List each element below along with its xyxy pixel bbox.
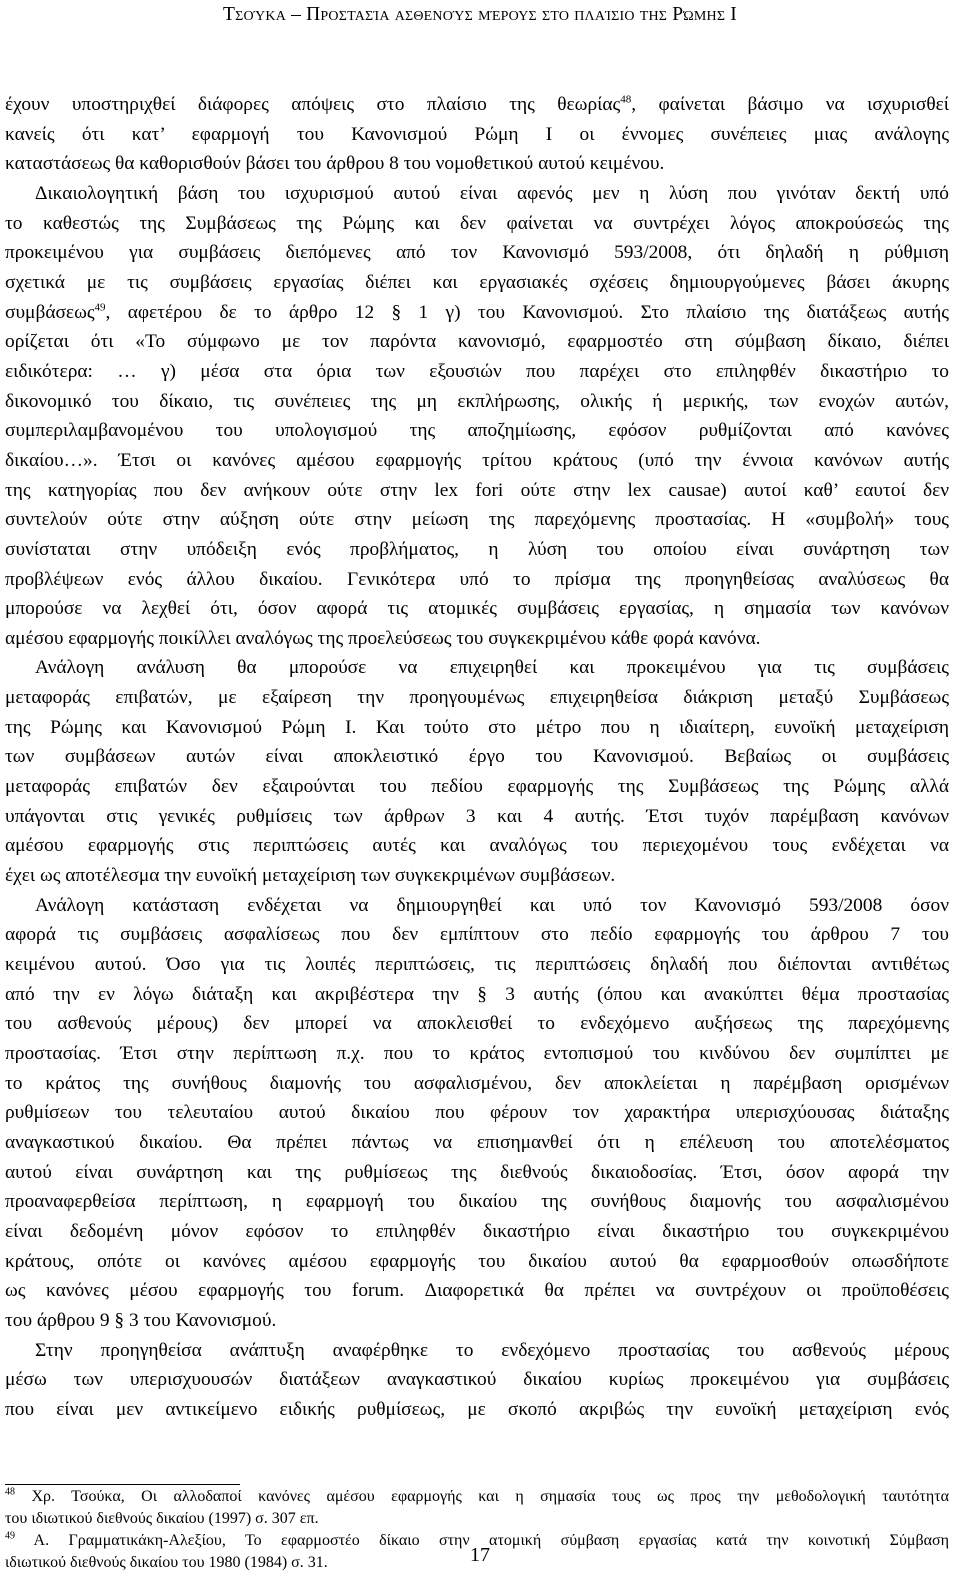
text-line — [5, 1365, 949, 1395]
footnote-number: 49 — [5, 1530, 15, 1542]
text-line — [5, 1187, 949, 1217]
line-text: το κράτος της συνήθους διαμονής του ασφαλισμένου, δεν αποκλείεται η παρέμβαση ορισμένων — [5, 1072, 949, 1094]
text-line — [5, 1009, 949, 1039]
line-text: υπάγονται στις γενικές ρυθμίσεις των άρθρων 3 και 4 αυτής. Έτσι τυχόν παρέμβαση κανόνων — [5, 805, 949, 827]
text-line — [5, 980, 949, 1010]
text-line — [5, 268, 949, 298]
text-line — [5, 950, 949, 980]
footnote-ref[interactable]: 48 — [620, 93, 632, 106]
text-line — [5, 772, 949, 802]
line-text: της Ρώμης και Κανονισμού Ρώμη Ι. Και τούτο στο μέτρο που η ιδιαίτερη, ευνοϊκή μεταχείριση — [5, 716, 949, 738]
line-text: προστασίας. Έτσι στην περίπτωση π.χ. που το κράτος εντοπισμού του κινδύνου δεν συμπίπτει με — [5, 1043, 949, 1064]
line-text: Ανάλογη κατάσταση ενδέχεται να δημιουργηθεί και υπό τον Κανονισμό 593/2008 όσον — [35, 894, 949, 916]
line-text: αναγκαστικού δικαίου. Θα πρέπει πάντως να επισημανθεί ότι η επέλευση του αποτελέσματος — [5, 1131, 949, 1153]
text-line — [5, 1217, 949, 1247]
text-line — [5, 831, 949, 861]
text-line — [5, 1306, 949, 1336]
footnote-line — [5, 1508, 949, 1530]
text-line — [5, 742, 949, 772]
text-line — [5, 1336, 949, 1366]
text-line — [5, 802, 949, 832]
line-text: συμβάσεως — [5, 301, 95, 323]
line-text: κράτους, οπότε οι κανόνες αμέσου εφαρμογής του δικαίου αυτού θα εφαρμοσθούν οπωσδήποτε — [5, 1250, 949, 1272]
text-line — [5, 327, 949, 357]
line-text: αμέσου εφαρμογής στις περιπτώσεις αυτές και αναλόγως του περιεχομένου τους ενδέχεται να — [5, 835, 949, 857]
text-line — [5, 446, 949, 476]
text-line — [5, 476, 949, 506]
text-line — [5, 209, 949, 239]
text-line — [5, 861, 949, 891]
line-text: σχετικά με τις συμβάσεις εργασίας διέπει και εργασιακές σχέσεις δημιουργούμενες βάσει άκυρης — [5, 271, 949, 293]
footnote-text: ιδιωτικού διεθνούς δικαίου του 1980 (1984) σ. 31. — [5, 1554, 328, 1571]
line-text: ειδικότερα: … γ) μέσα στα όρια των εξουσιών που παρέχει στο επιληφθέν δικαστήριο το — [5, 360, 949, 382]
text-line — [5, 120, 949, 150]
line-text: προκειμένου για συμβάσεις διεπόμενες από τον Κανονισμό 593/2008, ότι δηλαδή η ρύθμιση — [5, 242, 949, 264]
text-line — [5, 683, 949, 713]
line-text: δικαίου…». Έτσι οι κανόνες αμέσου εφαρμογής τρίτου κράτους (υπό την έννοια κανόνων αυτής — [5, 449, 949, 471]
line-text: έχουν υποστηριχθεί διάφορες απόψεις στο πλαίσιο της θεωρίας — [5, 94, 621, 115]
line-text: κανείς ότι κατ’ εφαρμογή του Κανονισμού Ρώμη Ι οι έννομες συνέπειες μιας ανάλογης — [5, 123, 949, 145]
line-text: καταστάσεως θα καθορισθούν βάσει του άρθρου 8 του νομοθετικού αυτού κειμένου. — [5, 153, 665, 175]
line-text: κειμένου αυτού. Όσο για τις λοιπές περιπτώσεις, τις περιπτώσεις δηλαδή που διέπονται αντιθέτως — [5, 954, 949, 976]
text-line — [5, 653, 949, 683]
line-text: της κατηγορίας που δεν ανήκουν ούτε στην lex fori ούτε στην lex causae) αυτοί καθ’ εαυτοί δεν — [5, 479, 949, 501]
text-line — [5, 1158, 949, 1188]
line-text: που είναι μεν αντικείμενο ειδικής ρυθμίσεως, με σκοπό ακριβώς την ευνοϊκή μεταχείριση ενός — [5, 1398, 949, 1420]
line-text: είναι δεδομένη μόνον εφόσον το επιληφθέν δικαστήριο είναι δικαστήριο του συγκεκριμένου — [5, 1220, 949, 1242]
line-text: συντελούν ούτε στην αύξηση ούτε στην μείωση της παρεχόμενης προστασίας. Η «συμβολή» τους — [5, 509, 949, 531]
line-text: προβλέψεων ενός άλλου δικαίου. Γενικότερα υπό το πρίσμα της προηγηθείσας αναλύσεως θα — [5, 568, 949, 590]
line-text: των συμβάσεων αυτών είναι αποκλειστικό έργο του Κανονισμού. Βεβαίως οι συμβάσεις — [5, 746, 949, 768]
line-text-continued: , αφετέρου δε το άρθρο 12 § 1 γ) του Κανονισμού. Στο πλαίσιο της διατάξεως αυτής — [105, 301, 949, 323]
footnote-line — [5, 1486, 949, 1508]
line-text: αυτού είναι συνάρτηση και της ρυθμίσεως της διεθνούς δικαιοδοσίας. Έτσι, όσον αφορά την — [5, 1161, 949, 1183]
line-text: Δικαιολογητική βάση του ισχυρισμού αυτού είναι αφενός μεν η λύση που γινόταν δεκτή υπό — [35, 182, 949, 204]
text-line — [5, 416, 949, 446]
line-text: Στην προηγηθείσα ανάπτυξη αναφέρθηκε το ενδεχόμενο προστασίας του ασθενούς μέρους — [35, 1339, 949, 1361]
text-line — [5, 1069, 949, 1099]
text-line — [5, 535, 949, 565]
text-line — [5, 1247, 949, 1277]
line-text: το καθεστώς της Συμβάσεως της Ρώμης και δεν φαίνεται να συντρέχει λόγος αποκρούσεώς της — [5, 212, 949, 234]
line-text: συμπεριλαμβανομένου του υπολογισμού της αποζημίωσης, εφόσον ρυθμίζονται από κανόνες — [5, 420, 949, 442]
text-line — [5, 149, 949, 179]
text-line — [5, 1039, 949, 1069]
line-text: μέσω των υπερισχυουσών διατάξεων αναγκαστικού δικαίου κυρίως προκειμένου για συμβάσεις — [5, 1369, 949, 1391]
line-text: μεταφοράς επιβατών, με εξαίρεση την προηγουμένως επιχειρηθείσα διάκριση μεταξύ Συμβάσεως — [5, 687, 949, 709]
line-text: ορίζεται ότι «Το σύμφωνο με τον παρόντα κανονισμό, εφαρμοστέο στη σύμβαση δίκαιο, διέπει — [5, 331, 949, 353]
line-text: μπορούσε να λεχθεί ότι, όσον αφορά τις ατομικές συμβάσεις εργασίας, η σημασία των κανόνων — [5, 598, 949, 620]
text-line — [5, 624, 949, 654]
text-line — [5, 387, 949, 417]
body-text — [5, 90, 949, 1425]
line-text: Ανάλογη ανάλυση θα μπορούσε να επιχειρηθεί και προκειμένου για τις συμβάσεις — [35, 657, 949, 679]
line-text: ως κανόνες μέσου εφαρμογής του forum. Διαφορετικά θα πρέπει να συντρέχουν οι προϋποθέσεις — [5, 1280, 949, 1302]
line-text: ρυθμίσεων του τελευταίου αυτού δικαίου που φέρουν τον χαρακτήρα υπερισχύουσας διάταξης — [5, 1102, 949, 1124]
line-text: από την εν λόγω διάταξη και ακριβέστερα την § 3 αυτής (όπου και ανακύπτει θέμα προστασίας — [5, 983, 949, 1005]
page-number: 17 — [470, 1544, 490, 1566]
line-text: δικονομικό του δίκαιο, τις συνέπειες της μη εκπλήρωσης, ολικής ή μερικής, των ενοχών αυτών, — [5, 390, 949, 412]
text-line — [5, 565, 949, 595]
text-line — [5, 1395, 949, 1425]
footnote-ref[interactable]: 49 — [94, 301, 106, 314]
text-line — [5, 1128, 949, 1158]
footnote-text: του ιδιωτικού διεθνούς δικαίου (1997) σ. 307 επ. — [5, 1510, 319, 1527]
footnote-number: 48 — [5, 1486, 15, 1498]
line-text: αφορά τις συμβάσεις ασφαλίσεως που δεν εμπίπτουν στο πεδίο εφαρμογής του άρθρου 7 του — [5, 924, 949, 946]
line-text: έχει ως αποτέλεσμα την ευνοϊκή μεταχείριση των συγκεκριμένων συμβάσεων. — [5, 865, 616, 887]
text-line — [5, 505, 949, 535]
line-text: μεταφοράς επιβατών δεν εξαιρούνται του πεδίου εφαρμογής της Συμβάσεως της Ρώμης αλλά — [5, 776, 949, 798]
text-line — [5, 594, 949, 624]
text-line — [5, 920, 949, 950]
footnote-text: Α. Γραμματικάκη-Αλεξίου, Το εφαρμοστέο δίκαιο στην ατομική σύμβαση εργασίας κατά την κοινοτική Σύμβαση — [33, 1532, 949, 1549]
text-line — [5, 713, 949, 743]
line-text: προαναφερθείσα περίπτωση, η εφαρμογή του δικαίου της συνήθους διαμονής του ασφαλισμένου — [5, 1191, 949, 1213]
text-line — [5, 179, 949, 209]
running-header: Τσούκα – Προστασία ασθενούς μέρους στο πλαίσιο της Ρώμης Ι — [223, 4, 737, 25]
text-line — [5, 357, 949, 387]
text-line — [5, 891, 949, 921]
line-text: αμέσου εφαρμογής ποικίλλει αναλόγως της προελεύσεως του συγκεκριμένου κάθε φορά κανόνα. — [5, 627, 761, 649]
line-text: του ασθενούς μέρους) δεν μπορεί να αποκλεισθεί το ενδεχόμενο αυξήσεως της παρεχόμενης — [5, 1013, 949, 1035]
line-text: του άρθρου 9 § 3 του Κανονισμού. — [5, 1309, 277, 1331]
text-line — [5, 298, 949, 328]
text-line — [5, 90, 949, 120]
text-line — [5, 238, 949, 268]
line-text-continued: , φαίνεται βάσιμο να ισχυρισθεί — [631, 94, 950, 115]
text-line — [5, 1098, 949, 1128]
text-line — [5, 1276, 949, 1306]
footnote-separator — [5, 1484, 240, 1485]
footnote-text: Χρ. Τσούκα, Οι αλλοδαποί κανόνες αμέσου εφαρμογής και η σημασία τους ως προς την μεθοδολογική ταυτότητα — [31, 1488, 950, 1505]
line-text: συνίσταται στην υπόδειξη ενός προβλήματος, η λύση του οποίου είναι συνάρτηση των — [5, 538, 949, 560]
